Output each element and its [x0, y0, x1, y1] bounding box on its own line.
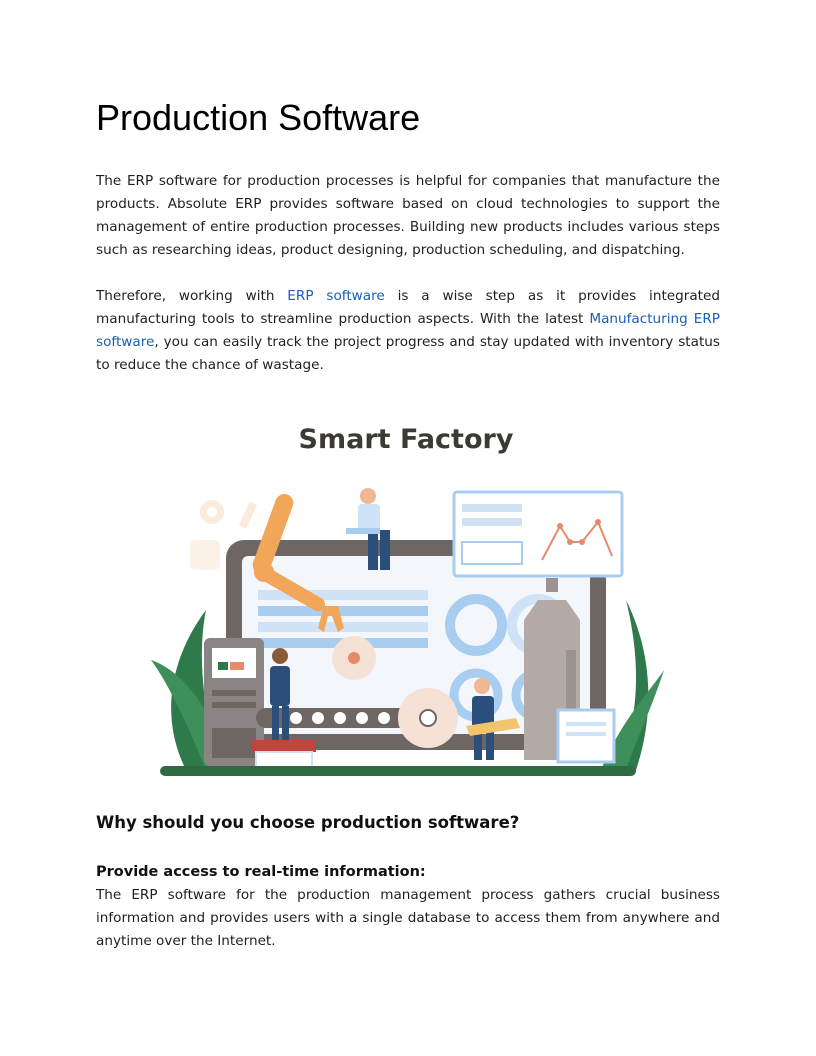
subheading: Provide access to real-time information: [96, 864, 426, 880]
package-boxes-icon [252, 740, 316, 768]
erp-paragraph-text-1: Therefore, working with [96, 288, 288, 304]
line-chart-icon [454, 492, 622, 576]
erp-paragraph-text-3: , you can easily track the project progress and stay updated with inventory status to reduce the chance of wastage. [96, 334, 720, 373]
section-heading: Why should you choose production software? [96, 813, 520, 832]
erp-paragraph [96, 285, 720, 377]
intro-paragraph: The ERP software for production processes is helpful for companies that manufacture the products. Absolute ERP provides software based on cloud technologies to support the management of entire production processes. Building new products includes various steps such as researching ideas, product designing, production scheduling, and dispatching. [96, 173, 720, 258]
smart-factory-svg [146, 410, 666, 782]
illustration-title: Smart Factory [298, 424, 514, 455]
real-time-info-paragraph: The ERP software for the production management process gathers crucial business information and provides users with a single database to access them from anywhere and anytime over the Internet. [96, 887, 720, 949]
smart-factory-illustration [146, 410, 666, 782]
ground-line [160, 766, 636, 776]
erp-paragraph-text-2: is a wise step as it provides integrated manufacturing tools to streamline production aspects. With the latest [96, 288, 721, 327]
page-title: Production Software [96, 97, 421, 138]
erp-software-link[interactable]: ERP software [287, 288, 385, 304]
manufacturing-erp-software-link[interactable]: Manufacturing ERP software [96, 311, 720, 350]
